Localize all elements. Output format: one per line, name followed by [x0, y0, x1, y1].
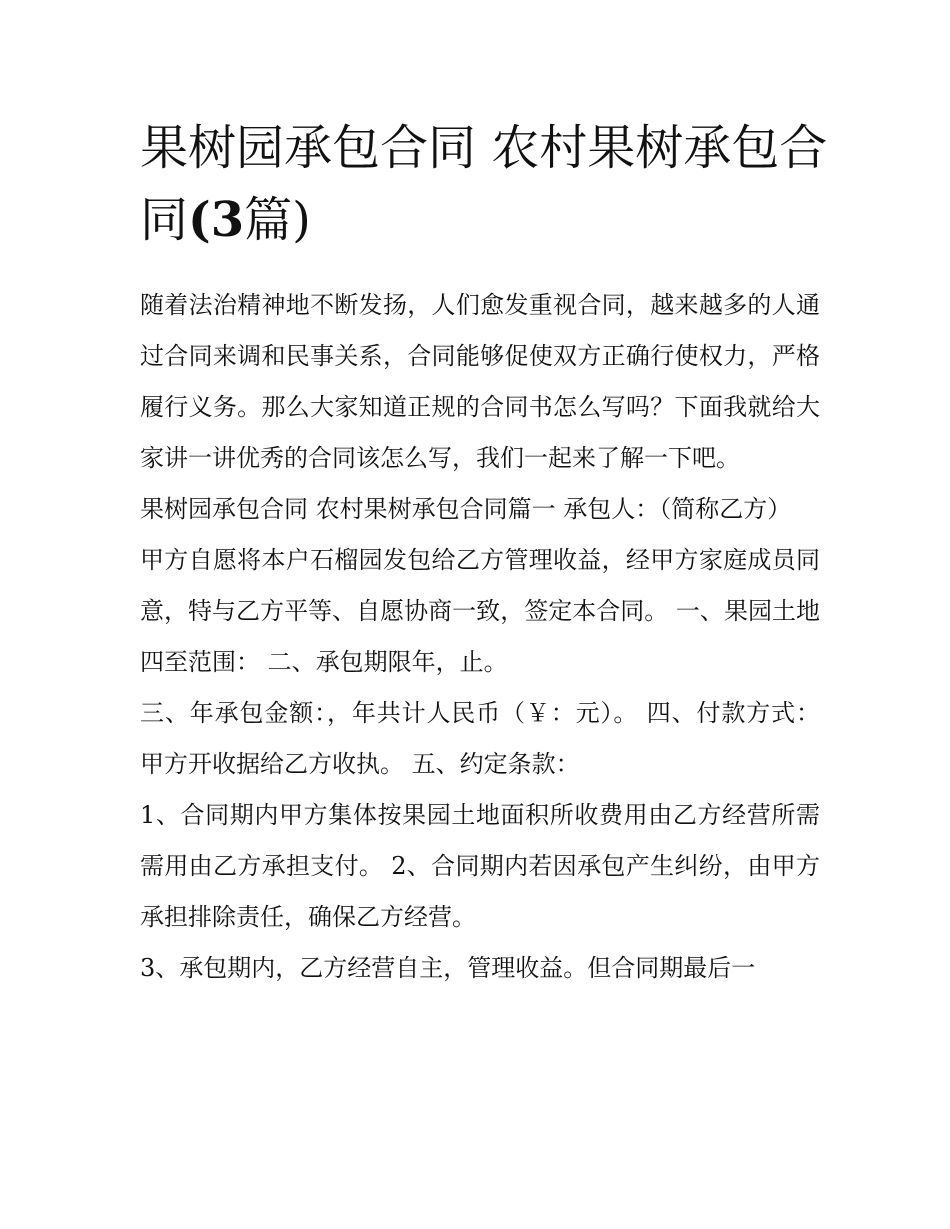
title-text: 果树园承包合同 农村果树承包合同 — [140, 120, 828, 248]
contract-heading-paragraph: 果树园承包合同 农村果树承包合同篇一 承包人：（简称乙方） — [140, 495, 792, 523]
document-title — [140, 112, 840, 256]
contract-paragraph: 三、年承包金额：，年共计人民币（￥：元）。 四、付款方式： 甲方开收据给乙方收执。 五、约定条款： — [140, 699, 820, 778]
contract-paragraph: 3、承包期内，乙方经营自主，管理收益。但合同期最后一 — [140, 954, 756, 982]
intro-paragraph: 随着法治精神地不断发扬，人们愈发重视合同，越来越多的人通过合同来调和民事关系，合同能够促使双方正确行使权力，严格履行义务。那么大家知道正规的合同书怎么写吗？下面我就给大家讲一讲优秀的合同该怎么写，我们一起来了解一下吧。 — [140, 291, 820, 472]
contract-paragraph: 1、合同期内甲方集体按果园土地面积所收费用由乙方经营所需需用由乙方承担支付。 2、合同期内若因承包产生纠纷，由甲方承担排除责任，确保乙方经营。 — [140, 801, 820, 931]
title-suffix: 篇) — [244, 192, 311, 248]
title-count: (3 — [188, 192, 245, 248]
contract-paragraph: 甲方自愿将本户石榴园发包给乙方管理收益，经甲方家庭成员同意，特与乙方平等、自愿协商一致，签定本合同。 一、果园土地四至范围： 二、承包期限年，止。 — [140, 546, 820, 676]
document-body — [140, 280, 820, 994]
